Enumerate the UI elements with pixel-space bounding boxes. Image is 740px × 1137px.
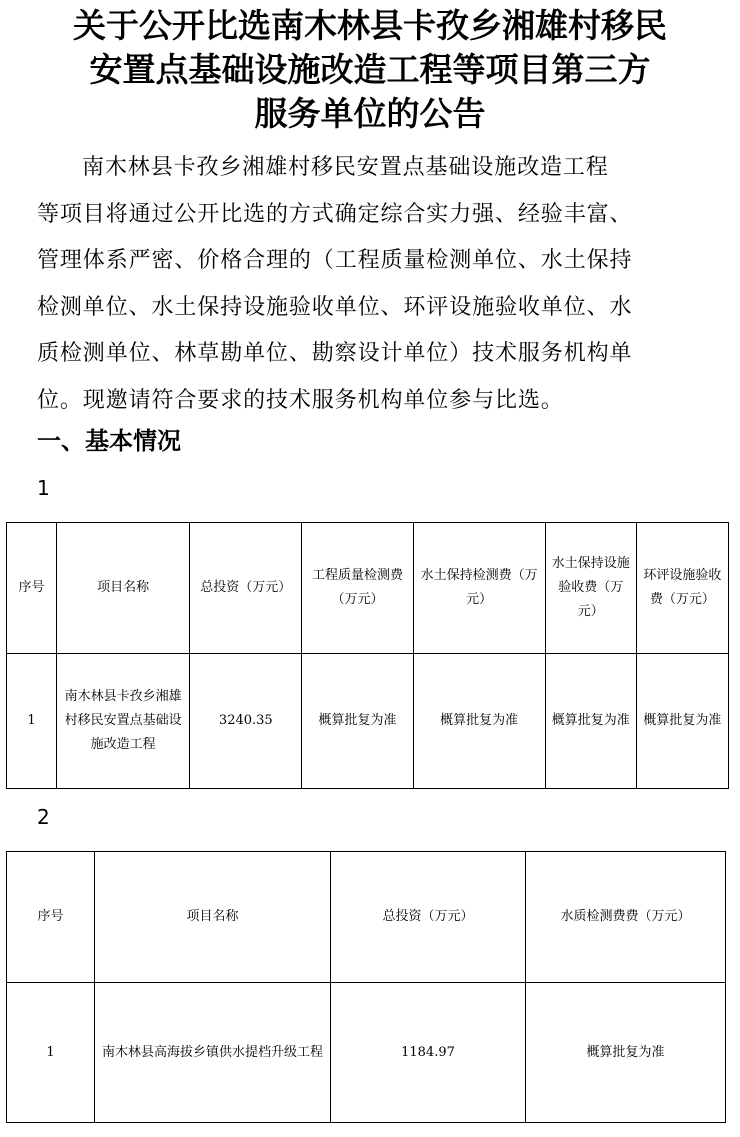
document-title	[20, 4, 720, 136]
table-row	[7, 654, 729, 789]
table2-cell: 1184.97	[331, 983, 526, 1123]
table1-cell: 南木林县卡孜乡湘雄村移民安置点基础设施改造工程	[57, 654, 190, 789]
table1-label: 1	[37, 476, 50, 500]
table-2	[6, 851, 726, 1123]
table2-cell: 南木林县高海拔乡镇供水提档升级工程	[95, 983, 331, 1123]
intro-line-2: 等项目将通过公开比选的方式确定综合实力强、经验丰富、	[37, 201, 633, 227]
table2-cell: 1	[7, 983, 95, 1123]
intro-line-1: 南木林县卡孜乡湘雄村移民安置点基础设施改造工程	[82, 155, 609, 180]
table-row	[7, 983, 726, 1123]
intro-line-4: 检测单位、水土保持设施验收单位、环评设施验收单位、水	[37, 294, 633, 320]
table1-cell: 1	[7, 654, 57, 789]
intro-line-5: 质检测单位、林草勘单位、勘察设计单位）技术服务机构单	[37, 341, 633, 366]
table1-header-cell: 序号	[7, 523, 57, 654]
table1-header-cell: 环评设施验收费（万元）	[636, 523, 728, 654]
table1-cell: 3240.35	[190, 654, 302, 789]
table2-label: 2	[37, 805, 50, 829]
table2-header-cell: 序号	[7, 852, 95, 983]
intro-line-3: 管理体系严密、价格合理的（工程质量检测单位、水土保持	[37, 248, 633, 273]
title-line-3: 服务单位的公告	[254, 94, 486, 133]
title-line-1: 关于公开比选南木林县卡孜乡湘雄村移民	[73, 6, 667, 45]
title-line-2: 安置点基础设施改造工程等项目第三方	[89, 50, 651, 89]
section-heading: 一、基本情况	[37, 427, 181, 455]
table1-cell: 概算批复为准	[302, 654, 413, 789]
table2-header-cell: 项目名称	[95, 852, 331, 983]
table2-header-cell: 总投资（万元）	[331, 852, 526, 983]
table1-header-cell: 水土保持设施验收费（万元）	[545, 523, 636, 654]
table1-header-cell: 水土保持检测费（万元）	[413, 523, 545, 654]
table2-header-row	[7, 852, 726, 983]
table1-cell: 概算批复为准	[413, 654, 545, 789]
table1-header-cell: 项目名称	[57, 523, 190, 654]
table1-header-cell: 总投资（万元）	[190, 523, 302, 654]
table2-header-cell: 水质检测费费（万元）	[526, 852, 726, 983]
table1-header-cell: 工程质量检测费（万元）	[302, 523, 413, 654]
intro-line-6: 位。现邀请符合要求的技术服务机构单位参与比选。	[37, 387, 564, 413]
table1-cell: 概算批复为准	[636, 654, 728, 789]
table-1	[6, 522, 729, 789]
table1-cell: 概算批复为准	[545, 654, 636, 789]
intro-paragraph	[37, 145, 702, 424]
table2-cell: 概算批复为准	[526, 983, 726, 1123]
table1-header-row	[7, 523, 729, 654]
